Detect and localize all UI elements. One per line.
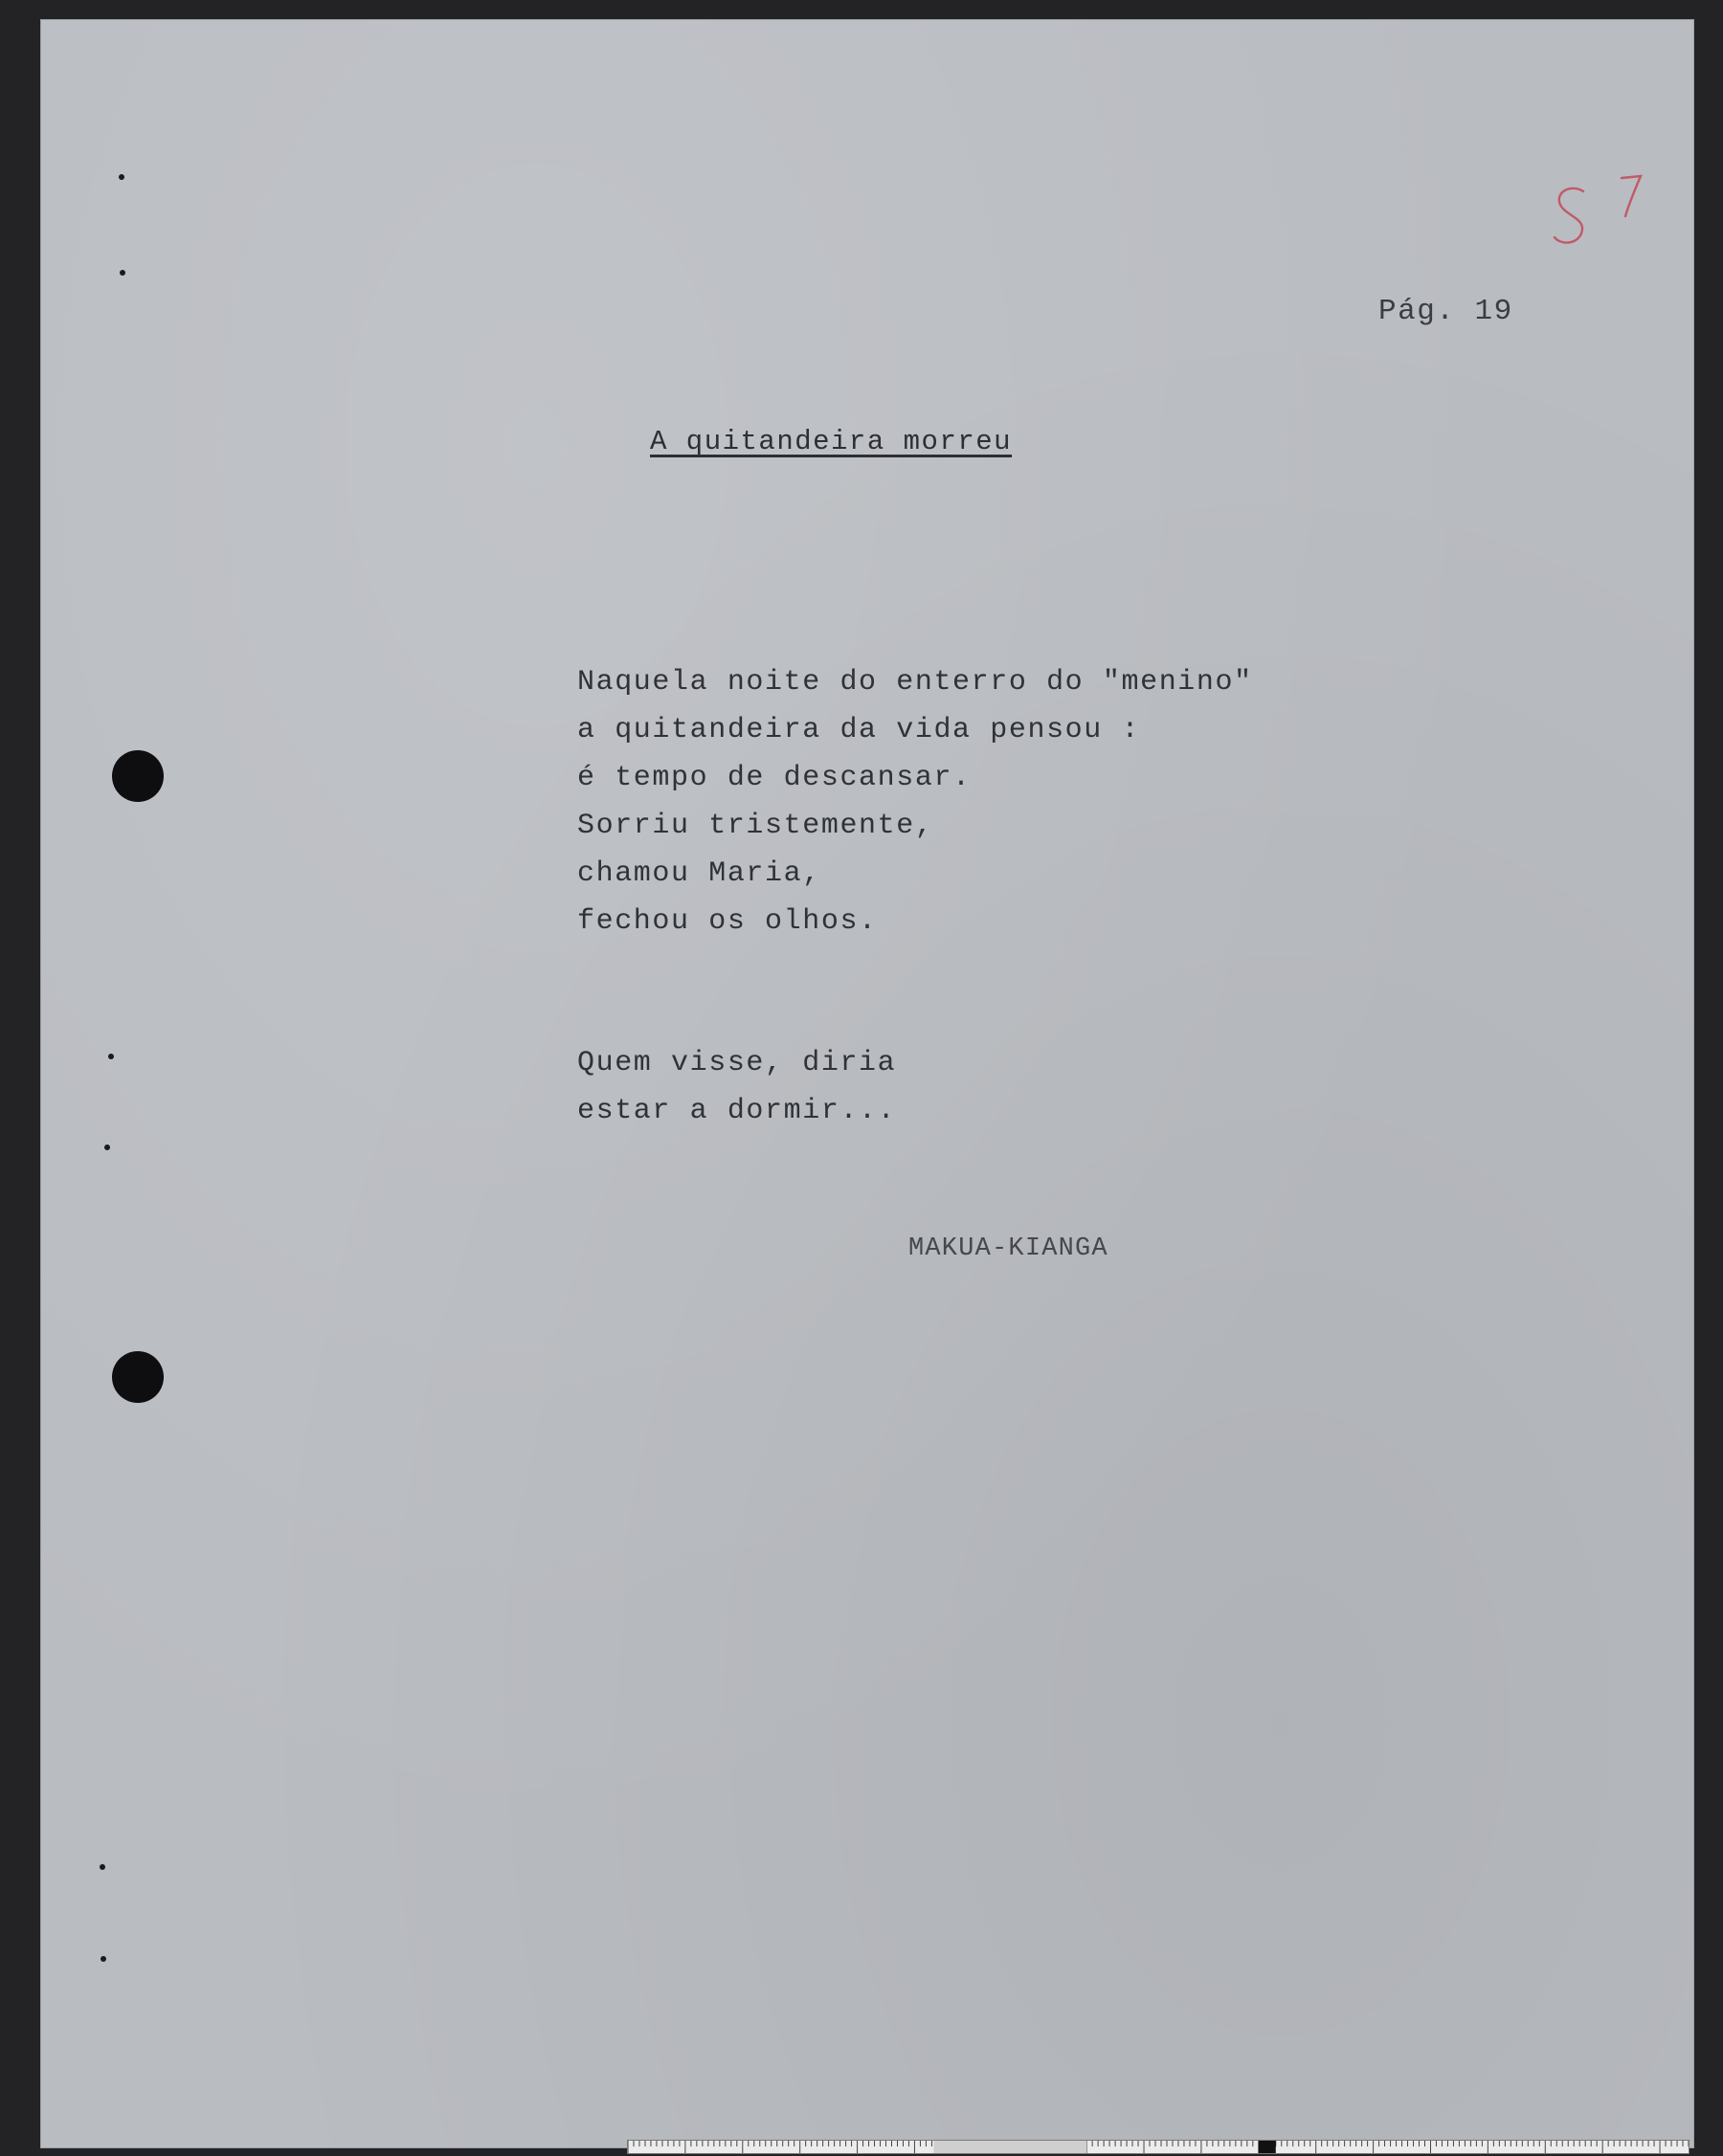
margin-speck [100, 1864, 105, 1870]
author-signature: MAKUA-KIANGA [908, 1234, 1108, 1263]
poem-line: a quitandeira da vida pensou : [577, 714, 1141, 746]
margin-speck [119, 174, 124, 180]
handwritten-mark [1533, 165, 1667, 260]
poem-line: Sorriu tristemente, [577, 810, 934, 842]
margin-speck [101, 1956, 106, 1962]
margin-speck [120, 270, 125, 276]
document-page [40, 19, 1694, 2148]
poem-line: fechou os olhos. [577, 905, 878, 938]
page-number: Pág. 19 [1378, 295, 1513, 328]
poem-title: A quitandeira morreu [650, 426, 1013, 457]
stanza [577, 658, 1253, 945]
binder-hole-upper [112, 750, 164, 802]
poem-line: chamou Maria, [577, 857, 821, 890]
poem-line: Naquela noite do enterro do "menino" [577, 666, 1253, 699]
margin-speck [108, 1054, 114, 1059]
poem-line: estar a dormir... [577, 1095, 897, 1127]
stanza [577, 1039, 896, 1135]
scale-bar [627, 2140, 1689, 2154]
poem-line: Quem visse, diria [577, 1047, 897, 1079]
margin-speck [104, 1145, 110, 1150]
poem-line: é tempo de descansar. [577, 762, 972, 794]
binder-hole-lower [112, 1351, 164, 1403]
